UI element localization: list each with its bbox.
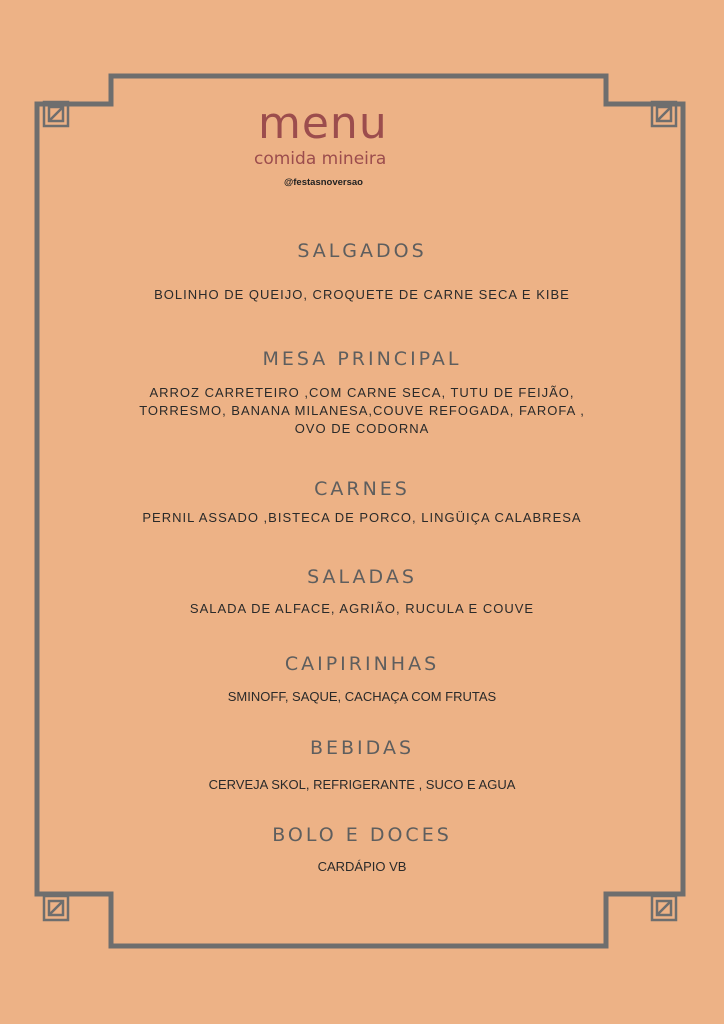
menu-title: menu [258, 98, 388, 149]
corner-ornament-bottom-left [44, 896, 68, 920]
section-items-salgados: BOLINHO DE QUEIJO, CROQUETE DE CARNE SECA E KIBE [154, 287, 570, 302]
section-title-bebidas: BEBIDAS [309, 737, 415, 759]
section-items-caipirinhas: SMINOFF, SAQUE, CACHAÇA COM FRUTAS [227, 689, 497, 704]
section-items-bebidas: CERVEJA SKOL, REFRIGERANTE , SUCO E AGUA [208, 777, 516, 792]
section-title-bolo-e-doces: BOLO E DOCES [272, 824, 452, 846]
section-items-bolo-e-doces: CARDÁPIO VB [317, 859, 407, 874]
menu-subtitle: comida mineira [254, 149, 387, 169]
section-items-saladas: SALADA DE ALFACE, AGRIÃO, RUCULA E COUVE [189, 601, 535, 616]
section-items-carnes: PERNIL ASSADO ,BISTECA DE PORCO, LINGÜIÇA CALABRESA [142, 510, 582, 525]
section-items-mesa-principal: ARROZ CARRETEIRO ,COM CARNE SECA, TUTU DE FEIJÃO, TORRESMO, BANANA MILANESA,COUVE REFOGADA, FAROFA , OVO DE CODORNA [139, 385, 585, 436]
section-title-mesa-principal: MESA PRINCIPAL [262, 348, 462, 370]
section-title-carnes: CARNES [314, 478, 410, 500]
section-title-caipirinhas: CAIPIRINHAS [284, 653, 440, 675]
social-handle: @festasnoversao [284, 177, 363, 188]
section-title-salgados: SALGADOS [297, 240, 427, 262]
corner-ornament-bottom-right [652, 896, 676, 920]
section-title-saladas: SALADAS [307, 566, 417, 588]
